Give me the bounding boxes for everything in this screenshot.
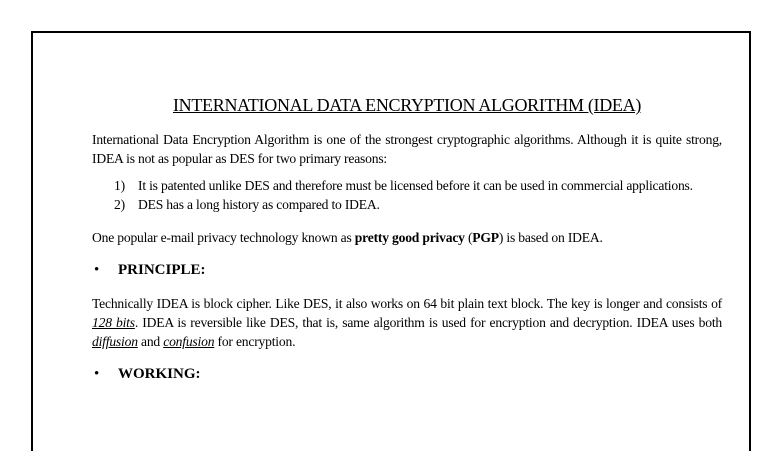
principle-heading [92,260,722,280]
pgp-paragraph [92,228,722,247]
key-size-emphasis: 128 bits [92,315,135,330]
pgp-text-mid: ( [464,230,473,245]
reasons-list [92,176,722,214]
principle-text-1: Technically IDEA is block cipher. Like DES, it also works on 64 bit plain text block. The key is longer and consists of [92,296,722,311]
list-item [92,176,722,195]
bullet-icon: • [94,366,100,382]
confusion-emphasis: confusion [163,334,215,349]
pgp-acronym: PGP [472,230,499,245]
intro-paragraph: International Data Encryption Algorithm is one of the strongest cryptographic algorithms. Although it is quite strong, IDEA is not as popular as DES for two primary reasons: [92,132,722,166]
principle-text-3: and [137,334,164,349]
pgp-text-after: ) is based on IDEA. [498,230,603,245]
diffusion-emphasis: diffusion [92,334,138,349]
pgp-text-before: One popular e-mail privacy technology known as [92,230,355,245]
document-title: INTERNATIONAL DATA ENCRYPTION ALGORITHM (IDEA) [172,95,642,115]
principle-paragraph [92,294,722,351]
list-item [92,195,722,214]
working-heading-text: WORKING: [118,366,201,382]
principle-text-4: for encryption. [214,334,296,349]
principle-text-2: . IDEA is reversible like DES, that is, same algorithm is used for encryption and decryption. IDEA uses both [134,315,722,330]
bullet-icon: • [94,262,100,278]
principle-heading-text: PRINCIPLE: [118,262,206,278]
pgp-full-name: pretty good privacy [354,230,465,245]
list-item-number: 1) [114,178,125,193]
document-page [31,31,751,451]
working-heading [92,364,722,384]
list-item-number: 2) [114,197,125,212]
list-item-text: It is patented unlike DES and therefore must be licensed before it can be used in commercial applications. [138,178,693,193]
list-item-text: DES has a long history as compared to IDEA. [138,197,380,212]
document-content [92,95,722,384]
